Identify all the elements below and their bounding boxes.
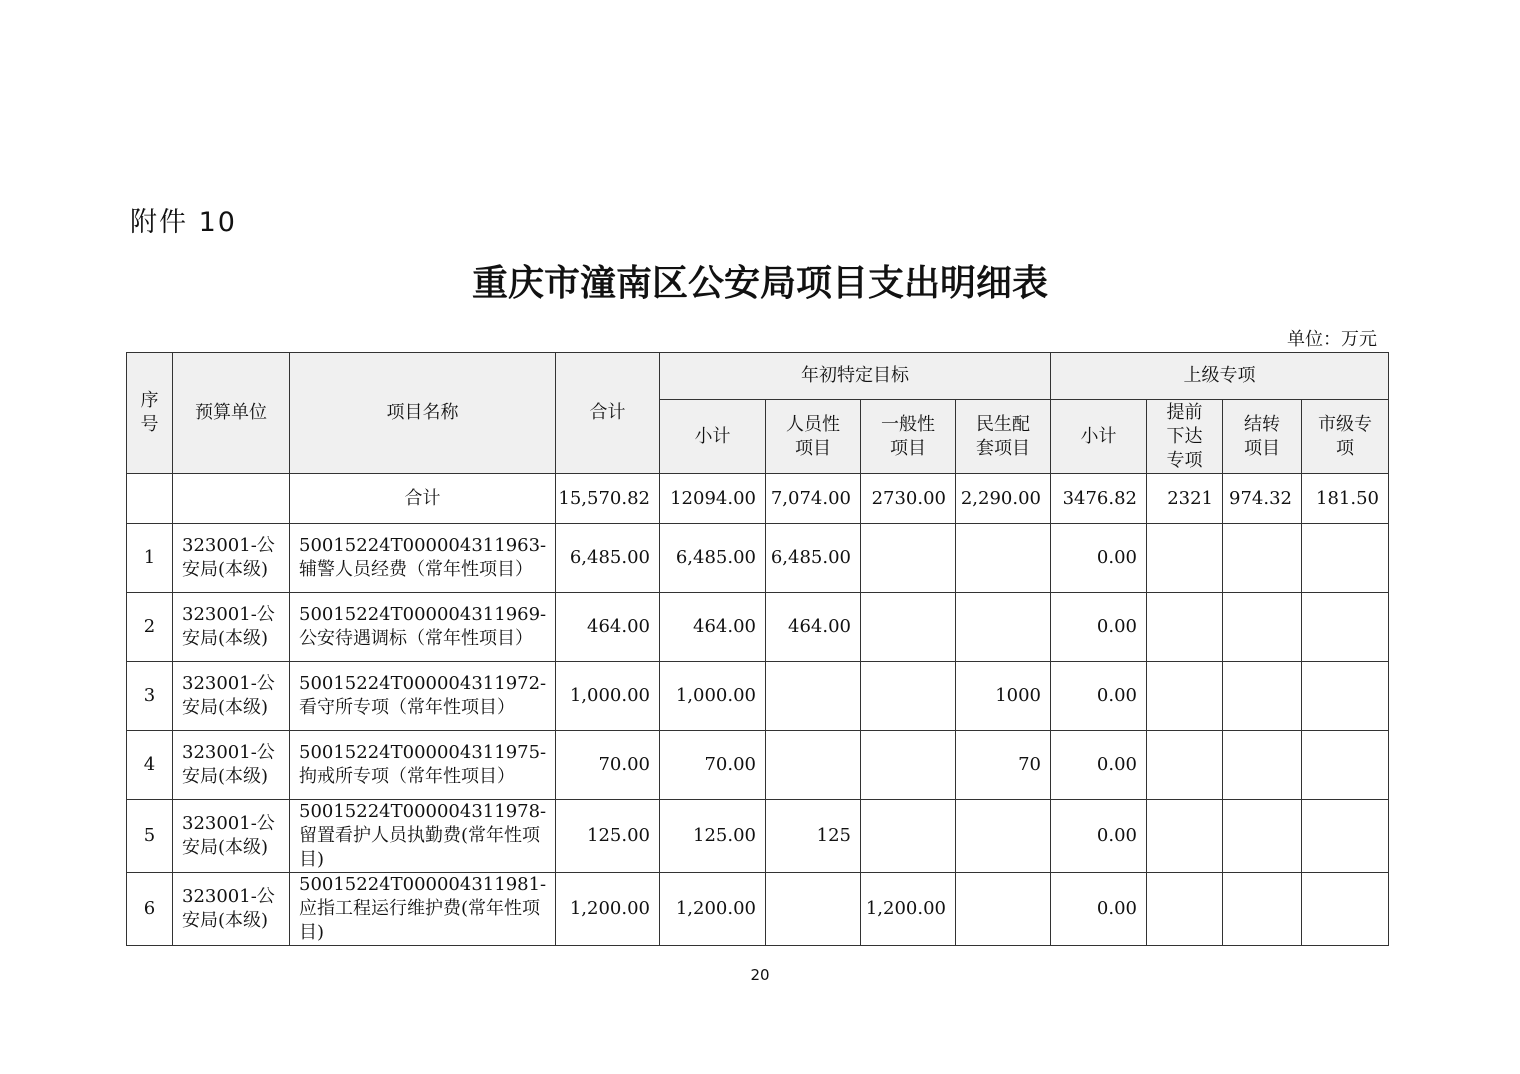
header-upper-carryover: 结转项目 xyxy=(1223,400,1302,474)
cell-upper-carryover xyxy=(1223,524,1302,593)
cell-seq: 3 xyxy=(127,662,173,731)
cell-init-personnel: 464.00 xyxy=(766,593,861,662)
cell-init-personnel: 7,074.00 xyxy=(766,474,861,524)
expenditure-table xyxy=(126,352,1389,946)
cell-upper-advance: 2321 xyxy=(1147,474,1223,524)
header-group-upper: 上级专项 xyxy=(1051,353,1389,400)
cell-upper-advance xyxy=(1147,593,1223,662)
cell-upper-advance xyxy=(1147,731,1223,800)
header-upper-subtotal: 小计 xyxy=(1051,400,1147,474)
header-project-name: 项目名称 xyxy=(290,353,556,474)
cell-init-livelihood: 2,290.00 xyxy=(956,474,1051,524)
cell-upper-carryover xyxy=(1223,800,1302,873)
cell-init-livelihood xyxy=(956,524,1051,593)
cell-upper-advance xyxy=(1147,873,1223,946)
cell-upper-subtotal: 0.00 xyxy=(1051,800,1147,873)
header-init-livelihood: 民生配套项目 xyxy=(956,400,1051,474)
total-row xyxy=(127,474,1389,524)
cell-total: 1,200.00 xyxy=(556,873,660,946)
cell-init-personnel: 6,485.00 xyxy=(766,524,861,593)
unit-label: 单位：万元 xyxy=(1287,329,1377,350)
cell-upper-subtotal: 0.00 xyxy=(1051,731,1147,800)
cell-seq: 1 xyxy=(127,524,173,593)
header-upper-city: 市级专项 xyxy=(1302,400,1389,474)
cell-seq: 2 xyxy=(127,593,173,662)
cell-init-livelihood xyxy=(956,593,1051,662)
cell-unit-name: 323001-公安局(本级) xyxy=(173,662,290,731)
attachment-label: 附件 10 xyxy=(130,207,237,238)
cell-init-subtotal: 1,000.00 xyxy=(660,662,766,731)
cell-init-livelihood: 70 xyxy=(956,731,1051,800)
cell-upper-subtotal: 0.00 xyxy=(1051,593,1147,662)
cell-upper-subtotal: 0.00 xyxy=(1051,524,1147,593)
cell-upper-subtotal: 0.00 xyxy=(1051,873,1147,946)
cell-upper-city xyxy=(1302,800,1389,873)
cell-unit-name: 323001-公安局(本级) xyxy=(173,731,290,800)
table-row xyxy=(127,593,1389,662)
cell-upper-carryover xyxy=(1223,662,1302,731)
cell-upper-city xyxy=(1302,524,1389,593)
cell-project-name: 50015224T000004311975-拘戒所专项（常年性项目） xyxy=(290,731,556,800)
cell-upper-city xyxy=(1302,731,1389,800)
cell-upper-subtotal: 0.00 xyxy=(1051,662,1147,731)
header-group-initial: 年初特定目标 xyxy=(660,353,1051,400)
header-upper-advance: 提前下达专项 xyxy=(1147,400,1223,474)
cell-unit-name: 323001-公安局(本级) xyxy=(173,800,290,873)
cell-init-general xyxy=(861,662,956,731)
cell-init-general xyxy=(861,593,956,662)
cell-init-personnel xyxy=(766,873,861,946)
cell-init-general xyxy=(861,800,956,873)
cell-upper-advance xyxy=(1147,800,1223,873)
cell-total: 70.00 xyxy=(556,731,660,800)
cell-init-general: 2730.00 xyxy=(861,474,956,524)
cell-init-subtotal: 1,200.00 xyxy=(660,873,766,946)
cell-total: 464.00 xyxy=(556,593,660,662)
header-init-subtotal: 小计 xyxy=(660,400,766,474)
cell-unit-name xyxy=(173,474,290,524)
cell-unit-name: 323001-公安局(本级) xyxy=(173,873,290,946)
cell-total: 6,485.00 xyxy=(556,524,660,593)
cell-project-name: 50015224T000004311978-留置看护人员执勤费(常年性项目) xyxy=(290,800,556,873)
table-row xyxy=(127,524,1389,593)
cell-init-personnel xyxy=(766,662,861,731)
cell-init-subtotal: 464.00 xyxy=(660,593,766,662)
cell-init-general xyxy=(861,524,956,593)
cell-init-subtotal: 125.00 xyxy=(660,800,766,873)
cell-upper-subtotal: 3476.82 xyxy=(1051,474,1147,524)
cell-upper-city xyxy=(1302,662,1389,731)
table-row xyxy=(127,800,1389,873)
cell-upper-carryover: 974.32 xyxy=(1223,474,1302,524)
cell-upper-carryover xyxy=(1223,873,1302,946)
cell-upper-city xyxy=(1302,593,1389,662)
cell-seq: 4 xyxy=(127,731,173,800)
cell-unit-name: 323001-公安局(本级) xyxy=(173,593,290,662)
total-label: 合计 xyxy=(290,474,556,524)
header-seq: 序号 xyxy=(127,353,173,474)
table-row xyxy=(127,731,1389,800)
cell-project-name: 50015224T000004311981-应指工程运行维护费(常年性项目) xyxy=(290,873,556,946)
cell-seq: 6 xyxy=(127,873,173,946)
header-unit-name: 预算单位 xyxy=(173,353,290,474)
cell-upper-city xyxy=(1302,873,1389,946)
page-number: 20 xyxy=(750,966,770,984)
cell-init-personnel: 125 xyxy=(766,800,861,873)
cell-total: 125.00 xyxy=(556,800,660,873)
cell-upper-carryover xyxy=(1223,731,1302,800)
cell-seq xyxy=(127,474,173,524)
cell-project-name: 50015224T000004311969-公安待遇调标（常年性项目） xyxy=(290,593,556,662)
cell-init-livelihood xyxy=(956,873,1051,946)
cell-upper-advance xyxy=(1147,524,1223,593)
cell-project-name: 50015224T000004311963-辅警人员经费（常年性项目） xyxy=(290,524,556,593)
table-row xyxy=(127,873,1389,946)
header-init-personnel: 人员性项目 xyxy=(766,400,861,474)
cell-init-personnel xyxy=(766,731,861,800)
cell-upper-carryover xyxy=(1223,593,1302,662)
cell-seq: 5 xyxy=(127,800,173,873)
page-title: 重庆市潼南区公安局项目支出明细表 xyxy=(471,263,1048,304)
cell-init-general: 1,200.00 xyxy=(861,873,956,946)
cell-init-subtotal: 70.00 xyxy=(660,731,766,800)
cell-init-subtotal: 6,485.00 xyxy=(660,524,766,593)
header-total: 合计 xyxy=(556,353,660,474)
table-row xyxy=(127,662,1389,731)
cell-upper-advance xyxy=(1147,662,1223,731)
cell-project-name: 50015224T000004311972-看守所专项（常年性项目） xyxy=(290,662,556,731)
cell-total: 15,570.82 xyxy=(556,474,660,524)
cell-total: 1,000.00 xyxy=(556,662,660,731)
cell-upper-city: 181.50 xyxy=(1302,474,1389,524)
cell-unit-name: 323001-公安局(本级) xyxy=(173,524,290,593)
cell-init-subtotal: 12094.00 xyxy=(660,474,766,524)
header-init-general: 一般性项目 xyxy=(861,400,956,474)
cell-init-livelihood: 1000 xyxy=(956,662,1051,731)
cell-init-general xyxy=(861,731,956,800)
cell-init-livelihood xyxy=(956,800,1051,873)
